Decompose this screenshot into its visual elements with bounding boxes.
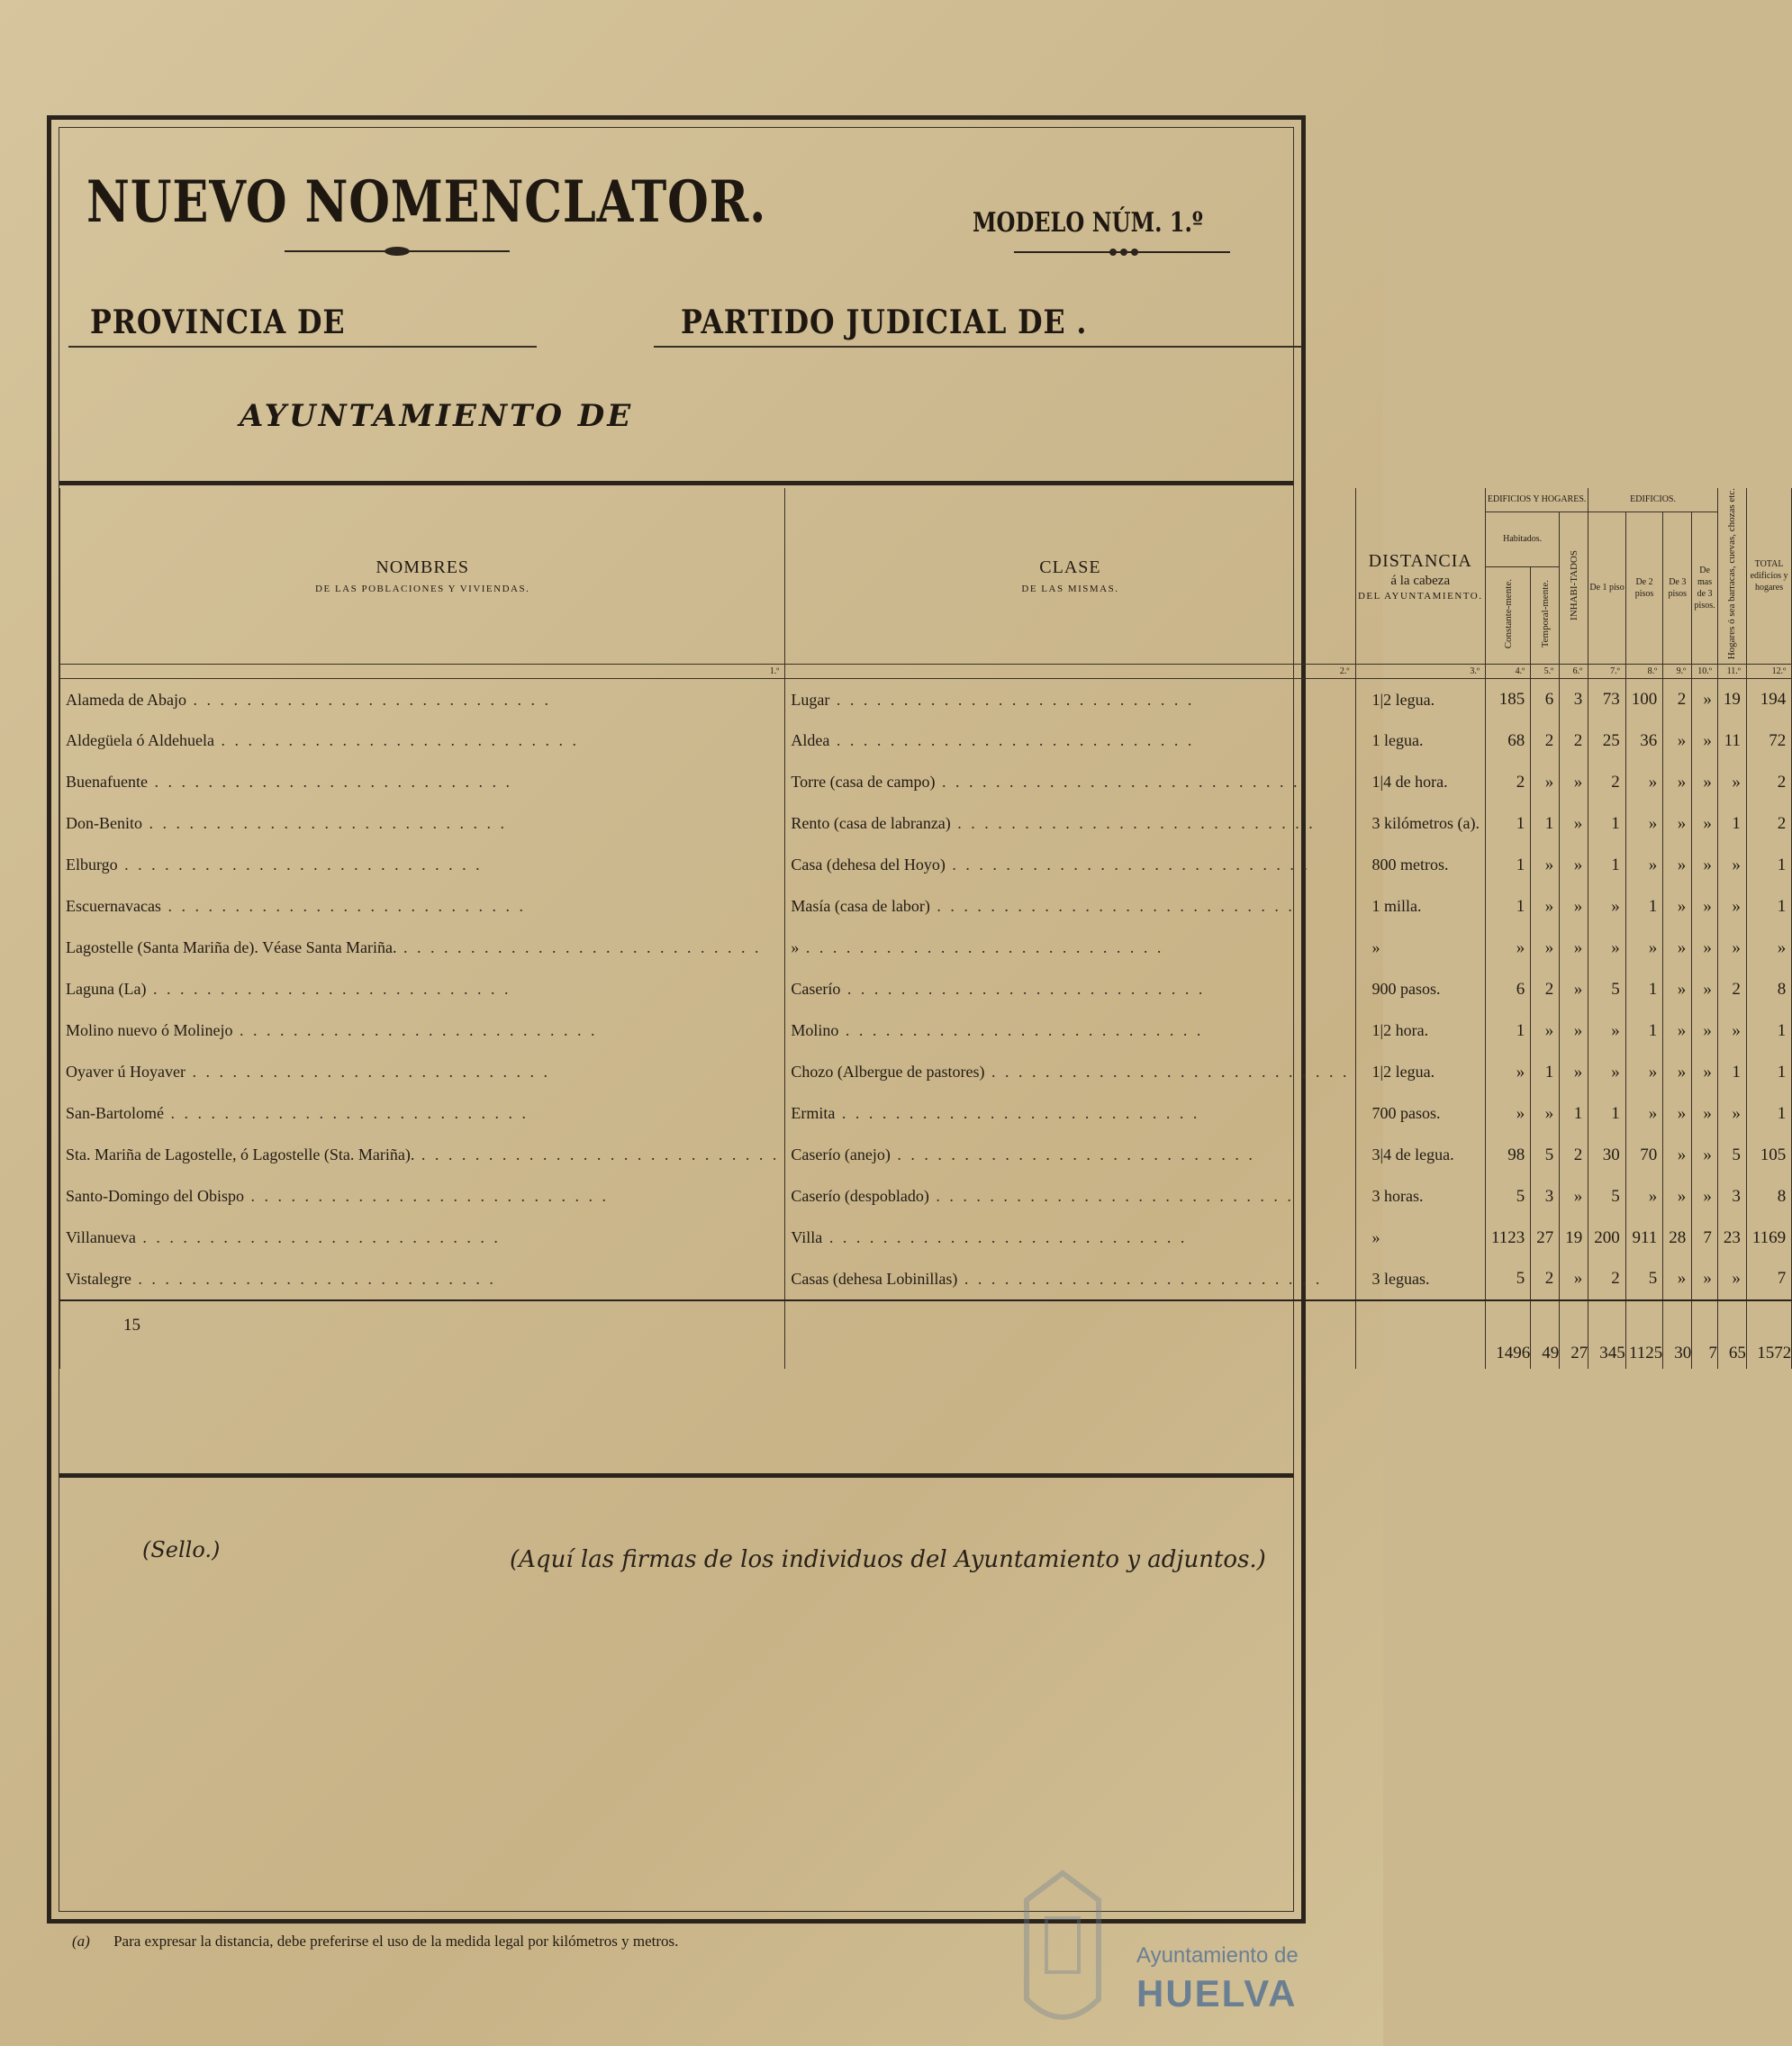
- empty-cell: [785, 1300, 1355, 1369]
- cell-c4: 98: [1485, 1135, 1530, 1176]
- footnote-label: (a): [72, 1933, 90, 1950]
- title-ornament: [285, 245, 510, 258]
- cell-c6: »: [1560, 886, 1588, 928]
- table-row: [60, 720, 1792, 762]
- cell-c5: »: [1531, 845, 1560, 886]
- cell-c8: »: [1625, 762, 1663, 803]
- cell-c9: »: [1663, 886, 1692, 928]
- cell-c10: »: [1692, 969, 1718, 1010]
- cell-c8: 5: [1625, 1259, 1663, 1300]
- watermark-line1: Ayuntamiento de: [1136, 1943, 1299, 1968]
- cell-distancia: 3 leguas.: [1355, 1259, 1485, 1300]
- cell-distancia: 900 pasos.: [1355, 969, 1485, 1010]
- cell-c5: »: [1531, 886, 1560, 928]
- col-header-2pisos: De 2 pisos: [1625, 512, 1663, 665]
- table-row: [60, 803, 1792, 845]
- total-c11: 65: [1717, 1300, 1746, 1369]
- cell-c12: 1169: [1746, 1218, 1791, 1259]
- cell-c8: 1: [1625, 886, 1663, 928]
- cell-c5: 2: [1531, 1259, 1560, 1300]
- cell-c10: »: [1692, 803, 1718, 845]
- cell-distancia: 3 horas.: [1355, 1176, 1485, 1218]
- cell-c11: 5: [1717, 1135, 1746, 1176]
- cell-c7: 5: [1588, 969, 1626, 1010]
- cell-c8: »: [1625, 928, 1663, 969]
- column-number: 9.º: [1663, 665, 1692, 679]
- cell-c7: 30: [1588, 1135, 1626, 1176]
- cell-c9: »: [1663, 845, 1692, 886]
- cell-c12: 8: [1746, 969, 1791, 1010]
- cell-c9: »: [1663, 720, 1692, 762]
- document-frame: [47, 115, 1792, 1924]
- table-row: [60, 1218, 1792, 1259]
- cell-nombre: Alameda de Abajo . . . . . . . . . . . . . . . . . . . . . . . . . . .: [60, 679, 785, 720]
- cell-nombre: Lagostelle (Santa Mariña de). Véase Santa Mariña. . . . . . . . . . . . . . . . . . . . . . . . . . . .: [60, 928, 785, 969]
- cell-c10: »: [1692, 679, 1718, 720]
- cell-c12: 1: [1746, 1052, 1791, 1093]
- cell-clase: Caserío . . . . . . . . . . . . . . . . . . . . . . . . . . .: [785, 969, 1355, 1010]
- cell-c4: »: [1485, 928, 1530, 969]
- cell-c12: 2: [1746, 803, 1791, 845]
- cell-c5: »: [1531, 928, 1560, 969]
- cell-c6: 2: [1560, 1135, 1588, 1176]
- cell-c8: »: [1625, 1176, 1663, 1218]
- cell-c11: 1: [1717, 1052, 1746, 1093]
- col-header-3pisos: De 3 pisos: [1663, 512, 1692, 665]
- provincia-label: PROVINCIA DE: [90, 303, 346, 341]
- firmas-text: (Aquí las firmas de los individuos del Ayuntamiento y adjuntos.): [510, 1546, 1266, 1573]
- cell-c10: »: [1692, 886, 1718, 928]
- cell-nombre: San-Bartolomé . . . . . . . . . . . . . . . . . . . . . . . . . . .: [60, 1093, 785, 1135]
- cell-clase: Rento (casa de labranza) . . . . . . . . . . . . . . . . . . . . . . . . . . .: [785, 803, 1355, 845]
- cell-c10: »: [1692, 762, 1718, 803]
- cell-c7: 25: [1588, 720, 1626, 762]
- col-header-1piso: De 1 piso: [1588, 512, 1626, 665]
- total-c4: 1496: [1485, 1300, 1530, 1369]
- cell-c4: 185: [1485, 679, 1530, 720]
- column-number-row: [60, 665, 1792, 679]
- cell-clase: Aldea . . . . . . . . . . . . . . . . . . . . . . . . . . .: [785, 720, 1355, 762]
- cell-c8: 911: [1625, 1218, 1663, 1259]
- cell-c12: 1: [1746, 886, 1791, 928]
- cell-c11: »: [1717, 1259, 1746, 1300]
- cell-nombre: Escuernavacas . . . . . . . . . . . . . . . . . . . . . . . . . . .: [60, 886, 785, 928]
- cell-c12: 1: [1746, 1010, 1791, 1052]
- cell-c5: »: [1531, 762, 1560, 803]
- table-row: [60, 1176, 1792, 1218]
- cell-nombre: Villanueva . . . . . . . . . . . . . . . . . . . . . . . . . . .: [60, 1218, 785, 1259]
- cell-distancia: 1|2 legua.: [1355, 679, 1485, 720]
- column-number: 4.º: [1485, 665, 1530, 679]
- cell-c4: 6: [1485, 969, 1530, 1010]
- table-row: [60, 1052, 1792, 1093]
- column-number: 1.º: [60, 665, 785, 679]
- cell-c10: »: [1692, 928, 1718, 969]
- cell-c7: »: [1588, 1052, 1626, 1093]
- cell-c12: 72: [1746, 720, 1791, 762]
- cell-c4: 1: [1485, 845, 1530, 886]
- cell-distancia: »: [1355, 1218, 1485, 1259]
- cell-distancia: »: [1355, 928, 1485, 969]
- cell-c7: 73: [1588, 679, 1626, 720]
- cell-c11: »: [1717, 928, 1746, 969]
- table-row: [60, 679, 1792, 720]
- cell-c8: »: [1625, 845, 1663, 886]
- cell-c6: »: [1560, 762, 1588, 803]
- cell-c5: 3: [1531, 1176, 1560, 1218]
- cell-c6: 2: [1560, 720, 1588, 762]
- header-rule: [59, 481, 1293, 485]
- footnote: [72, 1933, 678, 1951]
- cell-c4: 1: [1485, 886, 1530, 928]
- cell-c9: »: [1663, 1093, 1692, 1135]
- cell-nombre: Aldegüela ó Aldehuela . . . . . . . . . . . . . . . . . . . . . . . . . . .: [60, 720, 785, 762]
- cell-c10: »: [1692, 1052, 1718, 1093]
- cell-c5: 5: [1531, 1135, 1560, 1176]
- cell-distancia: 1|2 legua.: [1355, 1052, 1485, 1093]
- column-number: 6.º: [1560, 665, 1588, 679]
- cell-distancia: 1 legua.: [1355, 720, 1485, 762]
- cell-clase: » . . . . . . . . . . . . . . . . . . . . . . . . . . .: [785, 928, 1355, 969]
- column-number: 2.º: [785, 665, 1355, 679]
- cell-c4: »: [1485, 1052, 1530, 1093]
- cell-nombre: Laguna (La) . . . . . . . . . . . . . . . . . . . . . . . . . . .: [60, 969, 785, 1010]
- sello-text: (Sello.): [142, 1537, 221, 1562]
- col-header-habitados: Habitados.: [1485, 512, 1559, 567]
- cell-c10: 7: [1692, 1218, 1718, 1259]
- column-number: 5.º: [1531, 665, 1560, 679]
- cell-c4: 1: [1485, 803, 1530, 845]
- cell-c4: 1: [1485, 1010, 1530, 1052]
- watermark-line2: HUELVA: [1136, 1972, 1298, 2014]
- cell-c7: 2: [1588, 1259, 1626, 1300]
- col-header-distancia: DISTANCIA á la cabeza DEL AYUNTAMIENTO.: [1355, 488, 1485, 665]
- cell-c11: »: [1717, 1093, 1746, 1135]
- total-c10: 7: [1692, 1300, 1718, 1369]
- total-c5: 49: [1531, 1300, 1560, 1369]
- cell-c9: »: [1663, 762, 1692, 803]
- cell-c8: 1: [1625, 969, 1663, 1010]
- partido-rule: [654, 346, 1302, 348]
- cell-c5: 27: [1531, 1218, 1560, 1259]
- cell-c12: 1: [1746, 1093, 1791, 1135]
- cell-c6: »: [1560, 845, 1588, 886]
- cell-c11: »: [1717, 1010, 1746, 1052]
- table-bottom-rule: [59, 1473, 1293, 1478]
- cell-c9: »: [1663, 1010, 1692, 1052]
- col-header-clase: CLASE DE LAS MISMAS.: [785, 488, 1355, 665]
- cell-clase: Ermita . . . . . . . . . . . . . . . . . . . . . . . . . . .: [785, 1093, 1355, 1135]
- cell-c10: »: [1692, 845, 1718, 886]
- totals-row: [60, 1300, 1792, 1369]
- cell-c10: »: [1692, 1135, 1718, 1176]
- cell-clase: Lugar . . . . . . . . . . . . . . . . . . . . . . . . . . .: [785, 679, 1355, 720]
- table-row: [60, 845, 1792, 886]
- cell-clase: Casas (dehesa Lobinillas) . . . . . . . . . . . . . . . . . . . . . . . . . . .: [785, 1259, 1355, 1300]
- cell-c7: 200: [1588, 1218, 1626, 1259]
- provincia-rule: [68, 346, 537, 348]
- cell-c7: 1: [1588, 803, 1626, 845]
- cell-c8: »: [1625, 803, 1663, 845]
- table-row: [60, 928, 1792, 969]
- total-count: 15: [60, 1300, 785, 1369]
- cell-c6: »: [1560, 1259, 1588, 1300]
- total-c9: 30: [1663, 1300, 1692, 1369]
- cell-c12: 105: [1746, 1135, 1791, 1176]
- cell-c7: 2: [1588, 762, 1626, 803]
- cell-c7: »: [1588, 1010, 1626, 1052]
- cell-c7: 5: [1588, 1176, 1626, 1218]
- cell-nombre: Molino nuevo ó Molinejo . . . . . . . . . . . . . . . . . . . . . . . . . . .: [60, 1010, 785, 1052]
- cell-distancia: 800 metros.: [1355, 845, 1485, 886]
- cell-clase: Caserío (despoblado) . . . . . . . . . . . . . . . . . . . . . . . . . . .: [785, 1176, 1355, 1218]
- cell-c5: »: [1531, 1010, 1560, 1052]
- document-title: NUEVO NOMENCLATOR.: [86, 168, 767, 236]
- cell-c10: »: [1692, 1093, 1718, 1135]
- table-row: [60, 969, 1792, 1010]
- col-header-constantemente: Constante-mente.: [1485, 567, 1530, 665]
- cell-nombre: Elburgo . . . . . . . . . . . . . . . . . . . . . . . . . . .: [60, 845, 785, 886]
- cell-clase: Villa . . . . . . . . . . . . . . . . . . . . . . . . . . .: [785, 1218, 1355, 1259]
- cell-c6: »: [1560, 1010, 1588, 1052]
- cell-c11: »: [1717, 845, 1746, 886]
- modelo-number: MODELO NÚM. 1.º: [973, 207, 1203, 239]
- cell-c11: 11: [1717, 720, 1746, 762]
- cell-c6: 1: [1560, 1093, 1588, 1135]
- cell-clase: Molino . . . . . . . . . . . . . . . . . . . . . . . . . . .: [785, 1010, 1355, 1052]
- modelo-ornament: [1014, 247, 1230, 258]
- cell-distancia: 3 kilómetros (a).: [1355, 803, 1485, 845]
- cell-c10: »: [1692, 720, 1718, 762]
- cell-c6: »: [1560, 969, 1588, 1010]
- cell-c8: 70: [1625, 1135, 1663, 1176]
- cell-c4: 5: [1485, 1176, 1530, 1218]
- cell-clase: Torre (casa de campo) . . . . . . . . . . . . . . . . . . . . . . . . . . .: [785, 762, 1355, 803]
- cell-clase: Masía (casa de labor) . . . . . . . . . . . . . . . . . . . . . . . . . . .: [785, 886, 1355, 928]
- frame-inner: [59, 127, 1792, 1912]
- col-header-mas3: De mas de 3 pisos.: [1692, 512, 1718, 665]
- cell-c4: 5: [1485, 1259, 1530, 1300]
- cell-c6: »: [1560, 803, 1588, 845]
- cell-nombre: Santo-Domingo del Obispo . . . . . . . . . . . . . . . . . . . . . . . . . . .: [60, 1176, 785, 1218]
- empty-cell: [1355, 1300, 1485, 1369]
- cell-clase: Caserío (anejo) . . . . . . . . . . . . . . . . . . . . . . . . . . .: [785, 1135, 1355, 1176]
- cell-c5: 1: [1531, 1052, 1560, 1093]
- cell-c11: »: [1717, 762, 1746, 803]
- cell-c5: »: [1531, 1093, 1560, 1135]
- column-number: 12.º: [1746, 665, 1791, 679]
- cell-c7: 1: [1588, 845, 1626, 886]
- cell-c4: 68: [1485, 720, 1530, 762]
- col-header-nombres: NOMBRES DE LAS POBLACIONES Y VIVIENDAS.: [60, 488, 785, 665]
- cell-c12: 8: [1746, 1176, 1791, 1218]
- cell-c6: 3: [1560, 679, 1588, 720]
- cell-c6: »: [1560, 1176, 1588, 1218]
- cell-c8: 100: [1625, 679, 1663, 720]
- table-row: [60, 762, 1792, 803]
- cell-c8: »: [1625, 1052, 1663, 1093]
- cell-distancia: 1 milla.: [1355, 886, 1485, 928]
- cell-nombre: Buenafuente . . . . . . . . . . . . . . . . . . . . . . . . . . .: [60, 762, 785, 803]
- cell-c12: 194: [1746, 679, 1791, 720]
- cell-c9: »: [1663, 1259, 1692, 1300]
- cell-distancia: 3|4 de legua.: [1355, 1135, 1485, 1176]
- cell-c9: »: [1663, 969, 1692, 1010]
- col-header-inhabitados: INHABI-TADOS: [1560, 512, 1588, 665]
- nomenclator-table: [59, 488, 1792, 1369]
- col-header-total: TOTAL edificios y hogares: [1746, 488, 1791, 665]
- column-number: 11.º: [1717, 665, 1746, 679]
- cell-c9: »: [1663, 1135, 1692, 1176]
- cell-c8: 1: [1625, 1010, 1663, 1052]
- cell-c6: 19: [1560, 1218, 1588, 1259]
- col-header-temporalmente: Temporal-mente.: [1531, 567, 1560, 665]
- cell-c5: 6: [1531, 679, 1560, 720]
- cell-nombre: Oyaver ú Hoyaver . . . . . . . . . . . . . . . . . . . . . . . . . . .: [60, 1052, 785, 1093]
- cell-c10: »: [1692, 1176, 1718, 1218]
- table-row: [60, 1135, 1792, 1176]
- col-header-hogares: Hogares ó sea barracas, cuevas, chozas etc.: [1717, 488, 1746, 665]
- table-row: [60, 1259, 1792, 1300]
- cell-c9: »: [1663, 928, 1692, 969]
- ayuntamiento-label: AYUNTAMIENTO DE: [240, 398, 634, 434]
- cell-c11: 2: [1717, 969, 1746, 1010]
- cell-c7: 1: [1588, 1093, 1626, 1135]
- column-number: 8.º: [1625, 665, 1663, 679]
- cell-c6: »: [1560, 1052, 1588, 1093]
- total-c8: 1125: [1625, 1300, 1663, 1369]
- col-header-edificios-hogares: EDIFICIOS Y HOGARES.: [1485, 488, 1588, 512]
- footnote-text: Para expresar la distancia, debe preferirse el uso de la medida legal por kilómetros y metros.: [113, 1933, 679, 1950]
- cell-c7: »: [1588, 928, 1626, 969]
- cell-c4: »: [1485, 1093, 1530, 1135]
- cell-c4: 2: [1485, 762, 1530, 803]
- cell-c9: 28: [1663, 1218, 1692, 1259]
- cell-c9: 2: [1663, 679, 1692, 720]
- total-c12: 1572: [1746, 1300, 1791, 1369]
- cell-nombre: Sta. Mariña de Lagostelle, ó Lagostelle (Sta. Mariña). . . . . . . . . . . . . . . . . . . . . . . . . . . .: [60, 1135, 785, 1176]
- cell-c12: 7: [1746, 1259, 1791, 1300]
- cell-c6: »: [1560, 928, 1588, 969]
- cell-c10: »: [1692, 1259, 1718, 1300]
- cell-c5: 2: [1531, 720, 1560, 762]
- cell-c12: 2: [1746, 762, 1791, 803]
- cell-c10: »: [1692, 1010, 1718, 1052]
- cell-c9: »: [1663, 1052, 1692, 1093]
- table-row: [60, 886, 1792, 928]
- cell-clase: Chozo (Albergue de pastores) . . . . . . . . . . . . . . . . . . . . . . . . . . .: [785, 1052, 1355, 1093]
- cell-distancia: 1|2 hora.: [1355, 1010, 1485, 1052]
- cell-c9: »: [1663, 1176, 1692, 1218]
- cell-c5: 2: [1531, 969, 1560, 1010]
- cell-distancia: 700 pasos.: [1355, 1093, 1485, 1135]
- cell-distancia: 1|4 de hora.: [1355, 762, 1485, 803]
- cell-c5: 1: [1531, 803, 1560, 845]
- cell-c8: »: [1625, 1093, 1663, 1135]
- total-c6: 27: [1560, 1300, 1588, 1369]
- cell-c12: 1: [1746, 845, 1791, 886]
- cell-nombre: Vistalegre . . . . . . . . . . . . . . . . . . . . . . . . . . .: [60, 1259, 785, 1300]
- cell-c11: 19: [1717, 679, 1746, 720]
- cell-nombre: Don-Benito . . . . . . . . . . . . . . . . . . . . . . . . . . .: [60, 803, 785, 845]
- total-c7: 345: [1588, 1300, 1626, 1369]
- cell-c11: 23: [1717, 1218, 1746, 1259]
- column-number: 7.º: [1588, 665, 1626, 679]
- column-number: 3.º: [1355, 665, 1485, 679]
- column-number: 10.º: [1692, 665, 1718, 679]
- cell-c11: 1: [1717, 803, 1746, 845]
- table-row: [60, 1093, 1792, 1135]
- cell-clase: Casa (dehesa del Hoyo) . . . . . . . . . . . . . . . . . . . . . . . . . . .: [785, 845, 1355, 886]
- cell-c9: »: [1663, 803, 1692, 845]
- col-header-edificios: EDIFICIOS.: [1588, 488, 1718, 512]
- cell-c7: »: [1588, 886, 1626, 928]
- partido-label: PARTIDO JUDICIAL DE .: [681, 303, 1088, 341]
- table-row: [60, 1010, 1792, 1052]
- cell-c11: »: [1717, 886, 1746, 928]
- cell-c11: 3: [1717, 1176, 1746, 1218]
- cell-c8: 36: [1625, 720, 1663, 762]
- cell-c4: 1123: [1485, 1218, 1530, 1259]
- cell-c12: »: [1746, 928, 1791, 969]
